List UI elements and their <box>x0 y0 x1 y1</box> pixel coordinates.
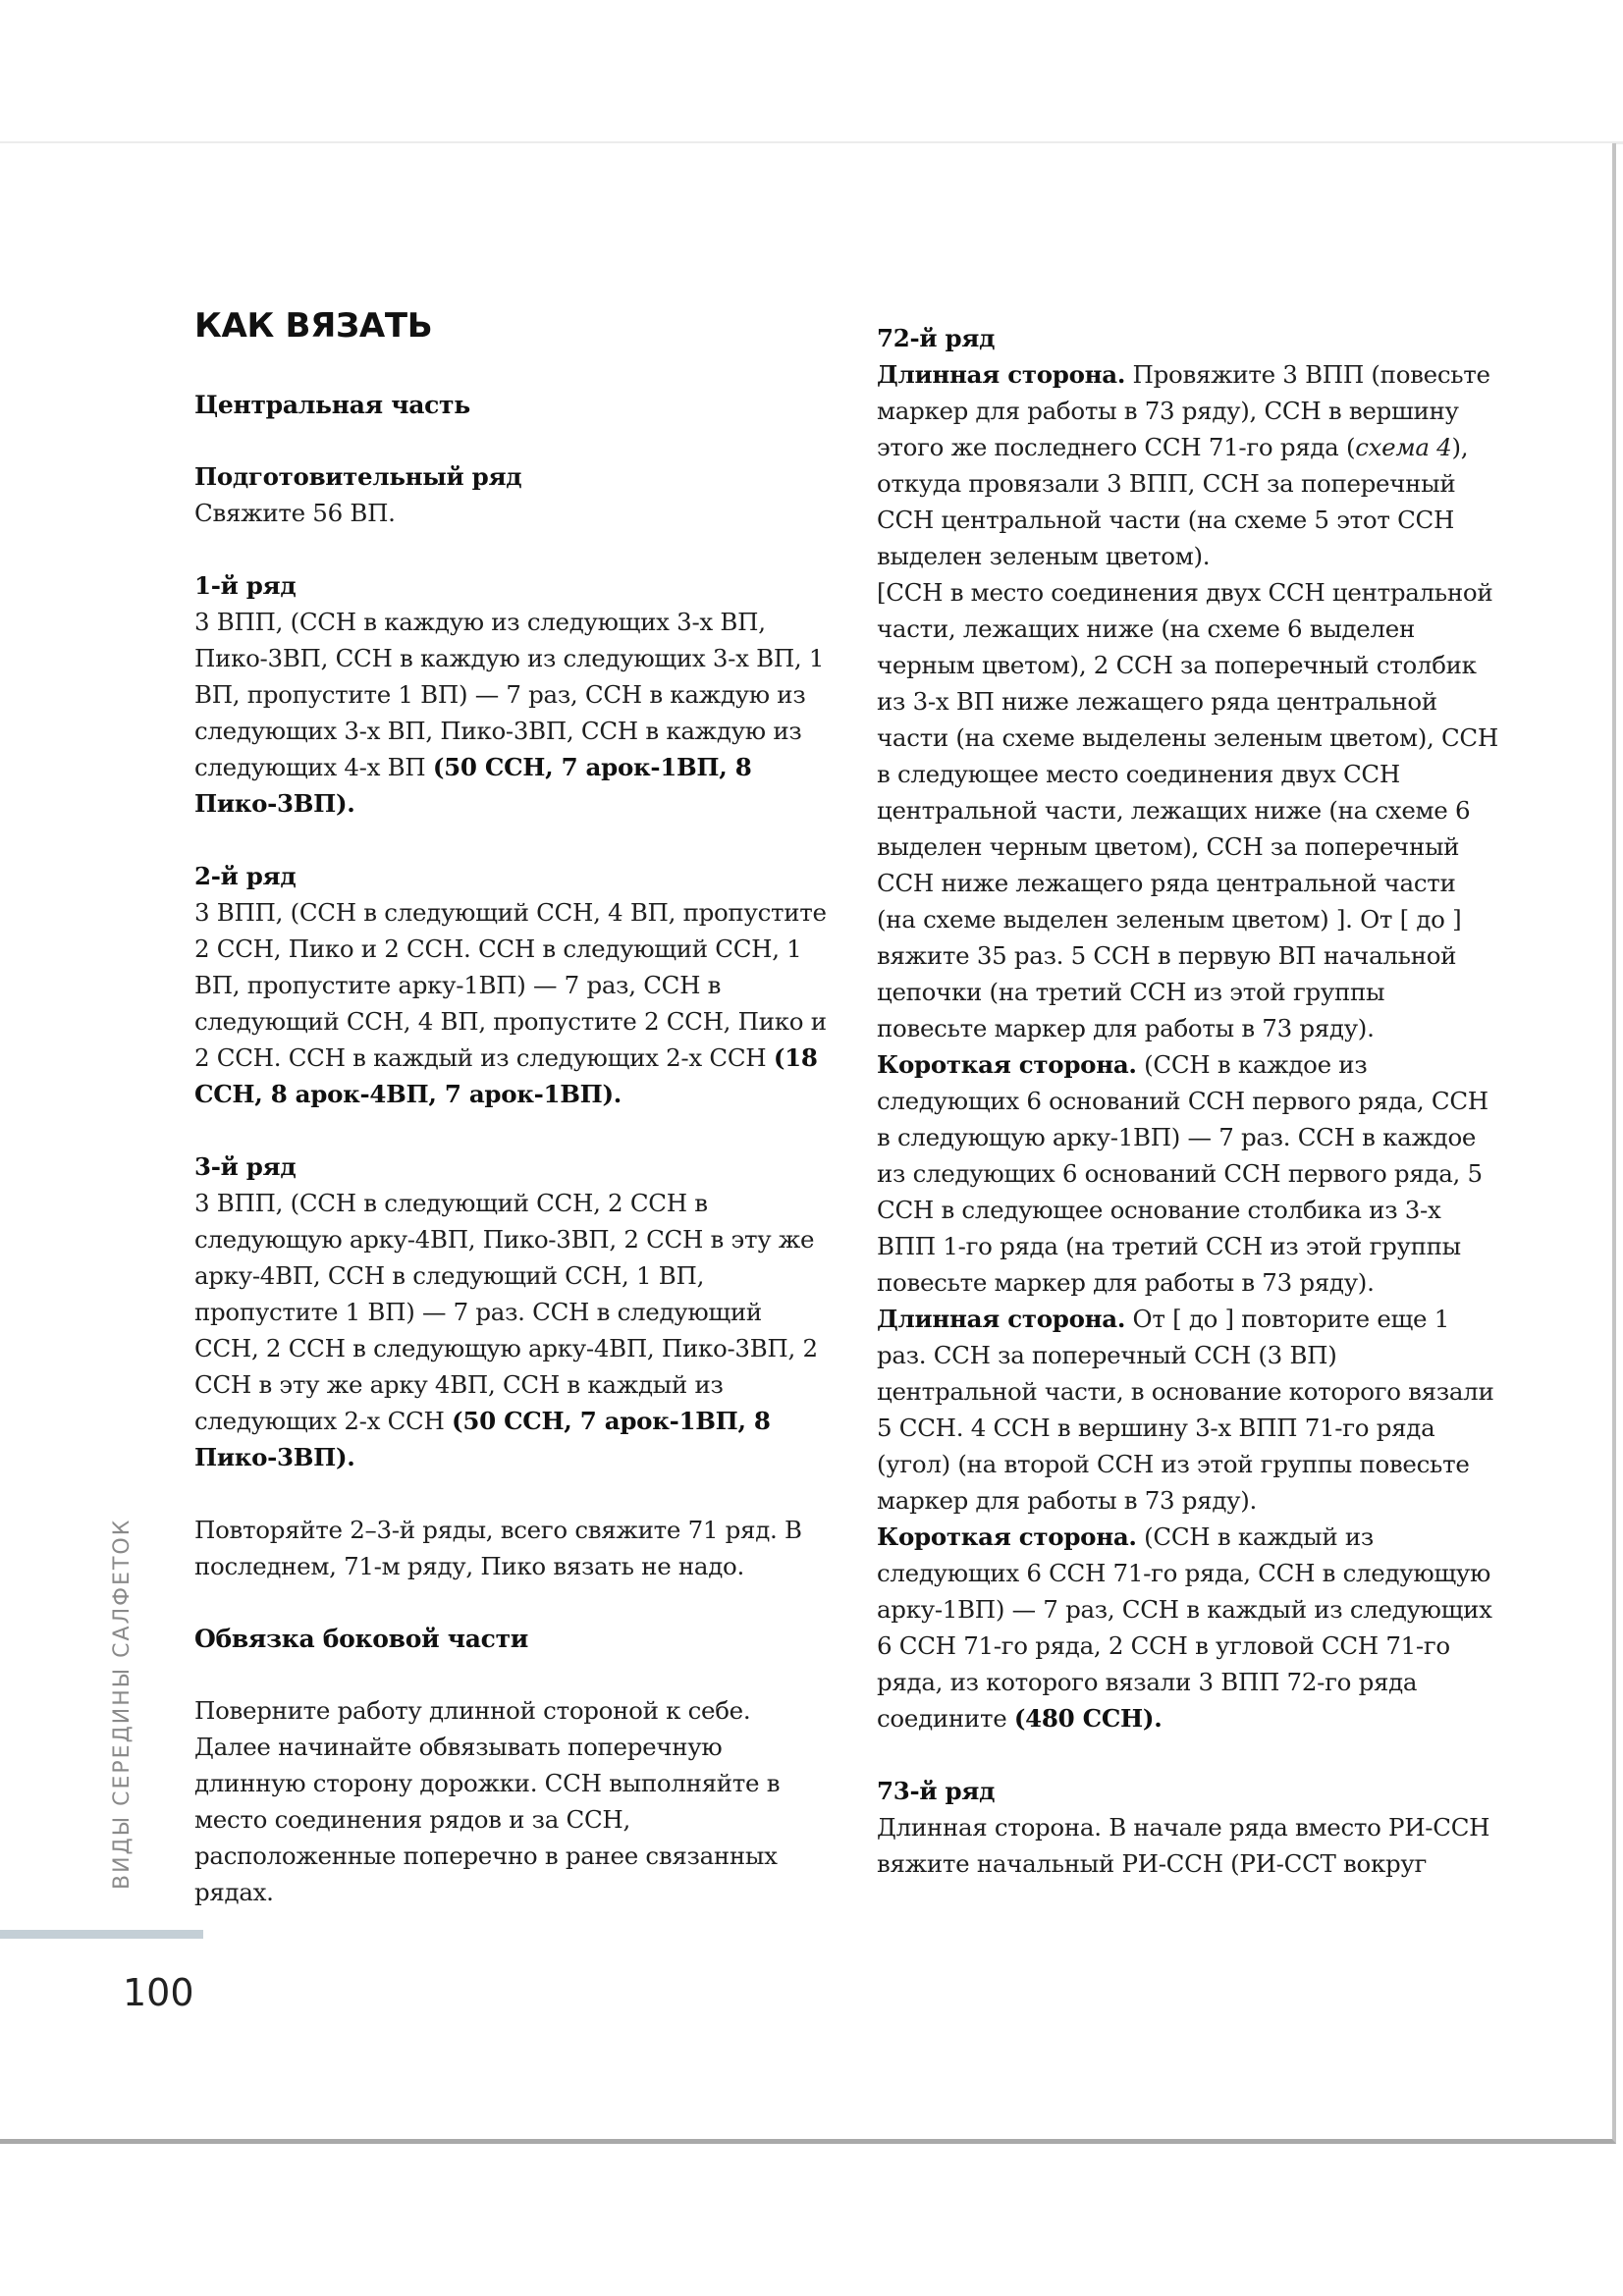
chapter-side-label: ВИДЫ СЕРЕДИНЫ САЛФЕТОК <box>110 1518 135 1890</box>
long-side-1-scheme-ref: схема 4 <box>1355 433 1452 461</box>
repeat-section <box>194 1512 833 1584</box>
short-side-2-label: Короткая сторона. <box>877 1522 1137 1551</box>
row1-section <box>194 567 833 822</box>
long-side-2-label: Длинная сторона. <box>877 1305 1126 1333</box>
short-side-1-text: (ССН в каждое из следующих 6 оснований ССН первого ряда, ССН в следующую арку-1ВП) — 7 раз. ССН в каждое из следующих 6 оснований ССН первого ряда, 5 ССН в следующее основание столбика из 3-х ВПП 1-го ряда (на третий ССН из этой группы повесьте маркер для работы в 73 ряду). <box>877 1050 1488 1297</box>
short-side-2-text: (ССН в каждый из следующих 6 ССН 71-го ряда, ССН в следующую арку-1ВП) — 7 раз, ССН в каждый из следующих 6 ССН 71-го ряда, 2 ССН в угловой ССН 71-го ряда, из которого вязали 3 ВПП 72-го ряда соедините <box>877 1522 1492 1733</box>
short-side-1-label: Короткая сторона. <box>877 1050 1137 1079</box>
row2-total: (18 ССН, 8 арок-4ВП, 7 арок-1ВП). <box>194 1043 818 1108</box>
row2-section <box>194 858 833 1112</box>
row3-text: 3 ВПП, (ССН в следующий ССН, 2 ССН в следующую арку-4ВП, Пико-3ВП, 2 ССН в эту же арку-4ВП, ССН в следующий ССН, 1 ВП, пропустите 1 ВП) — 7 раз. ССН в следующий ССН, 2 ССН в следующую арку-4ВП, Пико-3ВП, 2 ССН в эту же арку 4ВП, ССН в каждый из следующих 2-х ССН <box>194 1189 818 1435</box>
row1-text: 3 ВПП, (ССН в каждую из следующих 3-х ВП, Пико-3ВП, ССН в каждую из следующих 3-х ВП, 1 ВП, пропустите 1 ВП) — 7 раз, ССН в каждую из следующих 3-х ВП, Пико-3ВП, ССН в каждую из следующих 4-х ВП <box>194 608 825 781</box>
section-heading-central: Центральная часть <box>194 391 470 419</box>
row3-heading: 3-й ряд <box>194 1152 297 1181</box>
row2-text: 3 ВПП, (ССН в следующий ССН, 4 ВП, пропустите 2 ССН, Пико и 2 ССН. ССН в следующий ССН, 1 ВП, пропустите арку-1ВП) — 7 раз, ССН в следующий ССН, 4 ВП, пропустите 2 ССН, Пико и 2 ССН. ССН в каждый из следующих 2-х ССН <box>194 898 827 1072</box>
prep-row-text: Свяжите 56 ВП. <box>194 499 396 527</box>
long-side-1-text-a: Провяжите 3 ВПП (повесьте маркер для работы в 73 ряду), ССН в вершину этого же последнего ССН 71-го ряда ( <box>877 360 1490 461</box>
sidebar-accent-bar <box>0 1930 203 1939</box>
page-title: КАК ВЯЗАТЬ <box>194 306 433 346</box>
row73-text: Длинная сторона. В начале ряда вместо РИ-ССН вяжите начальный РИ-ССН (РИ-ССТ вокруг <box>877 1813 1490 1878</box>
short-side-2-total: (480 ССН). <box>1013 1704 1163 1733</box>
row2-paragraph <box>194 894 833 1112</box>
prep-row-heading: Подготовительный ряд <box>194 462 522 491</box>
row1-paragraph <box>194 604 833 822</box>
long-side-1-text-b: ), откуда провязали 3 ВПП, ССН за поперечный ССН центральной части (на схеме 5 этот ССН выделен зеленым цветом). <box>877 433 1469 570</box>
prep-row-section <box>194 458 833 531</box>
short-side-1-paragraph <box>877 1046 1500 1301</box>
short-side-2-paragraph <box>877 1519 1500 1736</box>
row1-total: (50 ССН, 7 арок-1ВП, 8 Пико-3ВП). <box>194 753 752 818</box>
long-side-1-label: Длинная сторона. <box>877 360 1126 389</box>
row73-heading: 73-й ряд <box>877 1777 996 1805</box>
row3-section <box>194 1148 833 1475</box>
left-column <box>194 304 833 1910</box>
long-side-2-paragraph <box>877 1301 1500 1519</box>
row3-total: (50 ССН, 7 арок-1ВП, 8 Пико-3ВП). <box>194 1407 771 1471</box>
page-number: 100 <box>123 1971 194 2014</box>
bracket-repeat-text: [ССН в место соединения двух ССН центральной части, лежащих ниже (на схеме 6 выделен черным цветом), 2 ССН за поперечный столбик из 3-х ВП ниже лежащего ряда центральной части (на схеме выделены зеленым цветом), ССН в следующее место соединения двух ССН центральной части, лежащих ниже (на схеме 6 выделен черным цветом), ССН за поперечный ССН ниже лежащего ряда центральной части (на схеме выделен зеленым цветом) ]. От [ до ] вяжите 35 раз. 5 ССН в первую ВП начальной цепочки (на третий ССН из этой группы повесьте маркер для работы в 73 ряду). <box>877 578 1498 1042</box>
row3-paragraph <box>194 1185 833 1475</box>
right-column <box>877 320 1500 1882</box>
row1-heading: 1-й ряд <box>194 571 297 600</box>
row72-heading: 72-й ряд <box>877 324 996 352</box>
side-text: Поверните работу длинной стороной к себе. Далее начинайте обвязывать поперечную длинную сторону дорожки. ССН выполняйте в место соединения рядов и за ССН, расположенные поперечно в ранее связанных рядах. <box>194 1696 781 1906</box>
long-side-2-text: От [ до ] повторите еще 1 раз. ССН за поперечный ССН (3 ВП) центральной части, в основание которого вязали 5 ССН. 4 ССН в вершину 3-х ВПП 71-го ряда (угол) (на второй ССН из этой группы повесьте маркер для работы в 73 ряду). <box>877 1305 1494 1515</box>
section-heading-side: Обвязка боковой части <box>194 1625 529 1653</box>
row2-heading: 2-й ряд <box>194 862 297 890</box>
repeat-text: Повторяйте 2–3-й ряды, всего свяжите 71 ряд. В последнем, 71-м ряду, Пико вязать не надо. <box>194 1516 802 1580</box>
long-side-1-paragraph <box>877 356 1500 574</box>
